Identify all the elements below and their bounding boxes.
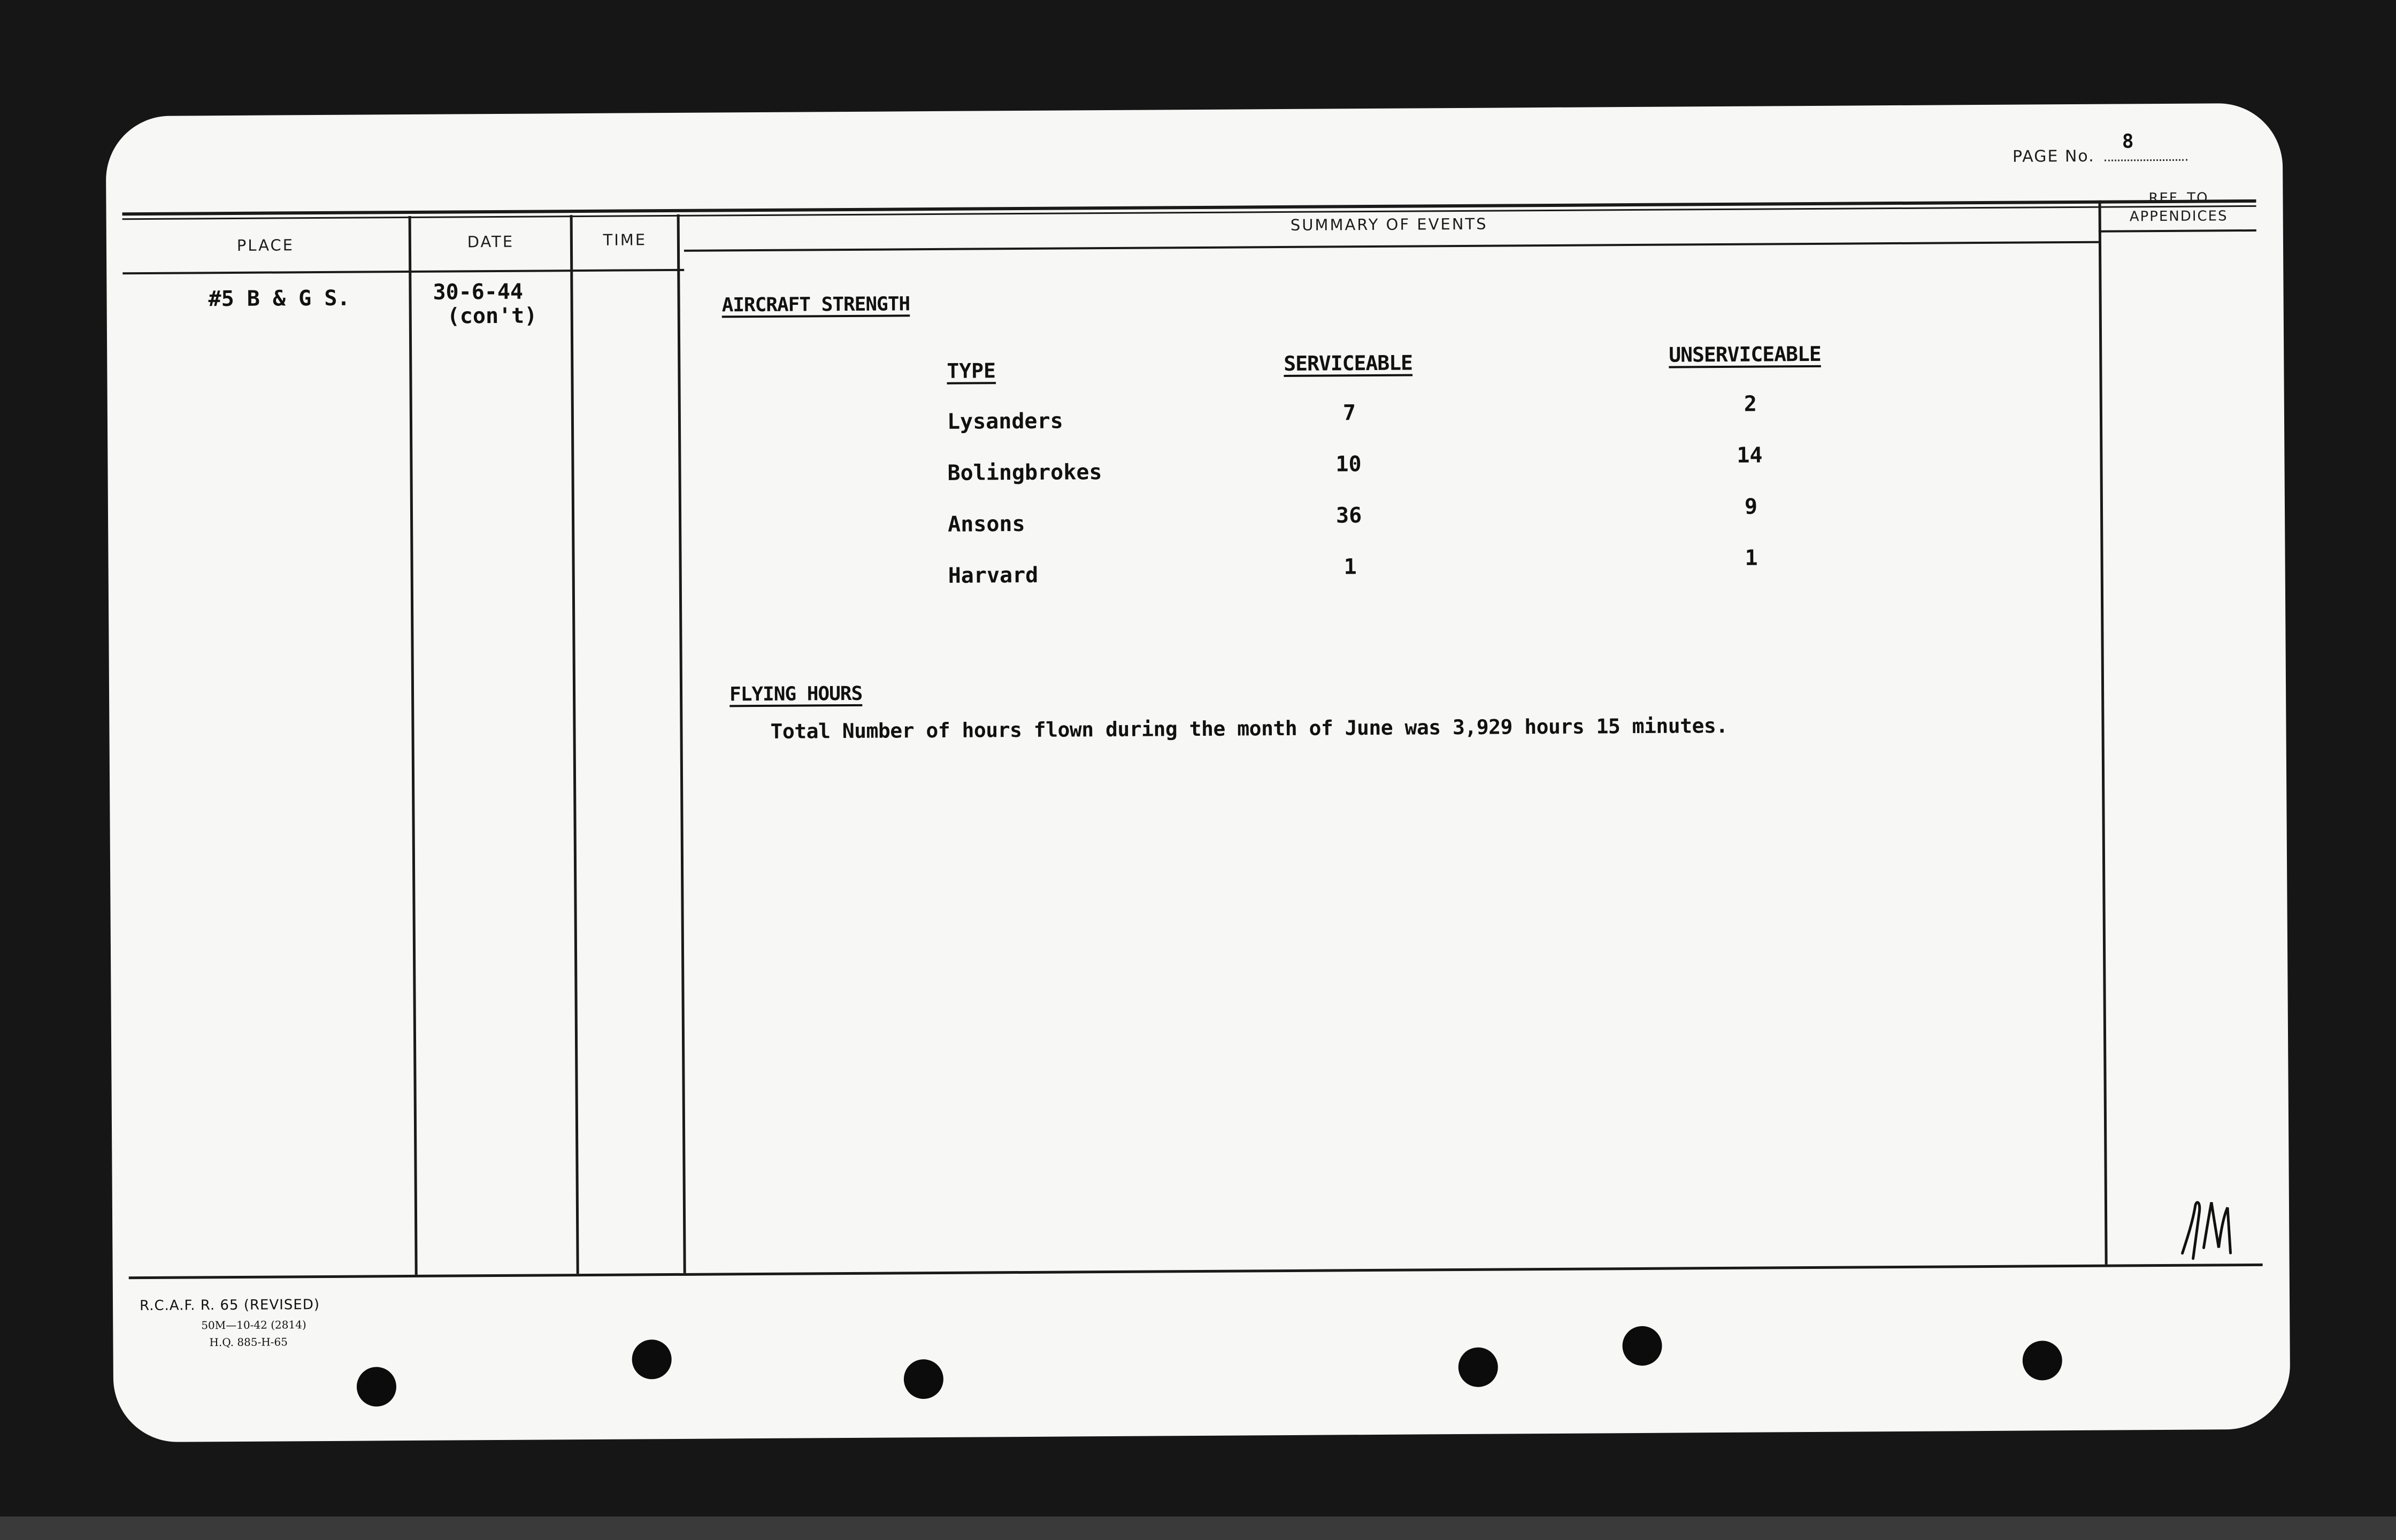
header-ref-line1: REF. TO: [2148, 190, 2209, 207]
row-unserviceable: 14: [1737, 443, 1763, 468]
divider-date-time: [570, 215, 579, 1274]
row-type: Lysanders: [947, 409, 1063, 434]
col-unserviceable-header: UNSERVICEABLE: [1669, 342, 1821, 367]
binder-hole: [904, 1359, 943, 1399]
entry-date: 30-6-44: [433, 279, 524, 305]
binder-hole: [1622, 1326, 1662, 1366]
binder-hole: [1458, 1348, 1498, 1387]
diary-form-sheet: [105, 103, 2290, 1443]
row-serviceable: 36: [1335, 503, 1362, 528]
row-unserviceable: 9: [1744, 494, 1758, 519]
flying-hours-heading: FLYING HOURS: [729, 682, 863, 706]
flying-hours-text: Total Number of hours flown during the month of June was 3,929 hours 15 minutes.: [770, 713, 1728, 743]
page-number: 8: [2122, 130, 2134, 153]
row-type: Harvard: [948, 563, 1039, 588]
header-bottom-rule-left: [122, 269, 684, 274]
col-serviceable-header: SERVICEABLE: [1284, 351, 1413, 376]
page-number-label: PAGE No.: [2012, 147, 2095, 166]
row-unserviceable: 1: [1745, 545, 1758, 571]
header-place: PLACE: [236, 236, 295, 255]
divider-place-date: [409, 216, 418, 1275]
form-id-line3: H.Q. 885-H-65: [209, 1335, 288, 1349]
row-type: Bolingbrokes: [947, 460, 1102, 486]
row-serviceable: 10: [1335, 452, 1362, 477]
signature-initials-icon: [2171, 1189, 2247, 1264]
divider-time-summary: [677, 214, 686, 1273]
entry-date-continued: (con't): [447, 303, 537, 329]
header-time: TIME: [603, 230, 647, 249]
form-id-line2: 50M—10-42 (2814): [201, 1318, 306, 1332]
entry-place: #5 B & G S.: [208, 286, 350, 312]
header-date: DATE: [467, 232, 514, 251]
page-number-dots: [2105, 159, 2187, 161]
row-type: Ansons: [948, 511, 1025, 537]
scanner-bottom-strip: [0, 1516, 2396, 1540]
binder-hole: [2023, 1341, 2062, 1380]
row-unserviceable: 2: [1744, 391, 1757, 417]
col-type-header: TYPE: [947, 359, 996, 383]
header-bottom-rule-ref: [2099, 229, 2256, 233]
bottom-rule: [129, 1264, 2263, 1279]
form-id-line1: R.C.A.F. R. 65 (REVISED): [139, 1297, 320, 1314]
header-bottom-rule-summary: [684, 241, 2099, 252]
header-ref-line2: APPENDICES: [2129, 208, 2228, 225]
row-serviceable: 1: [1343, 555, 1357, 580]
aircraft-strength-heading: AIRCRAFT STRENGTH: [721, 293, 910, 317]
binder-hole: [357, 1367, 396, 1406]
binder-hole: [632, 1339, 671, 1379]
row-serviceable: 7: [1342, 401, 1356, 426]
divider-summary-ref: [2098, 201, 2107, 1265]
header-summary-of-events: SUMMARY OF EVENTS: [1290, 214, 1488, 234]
